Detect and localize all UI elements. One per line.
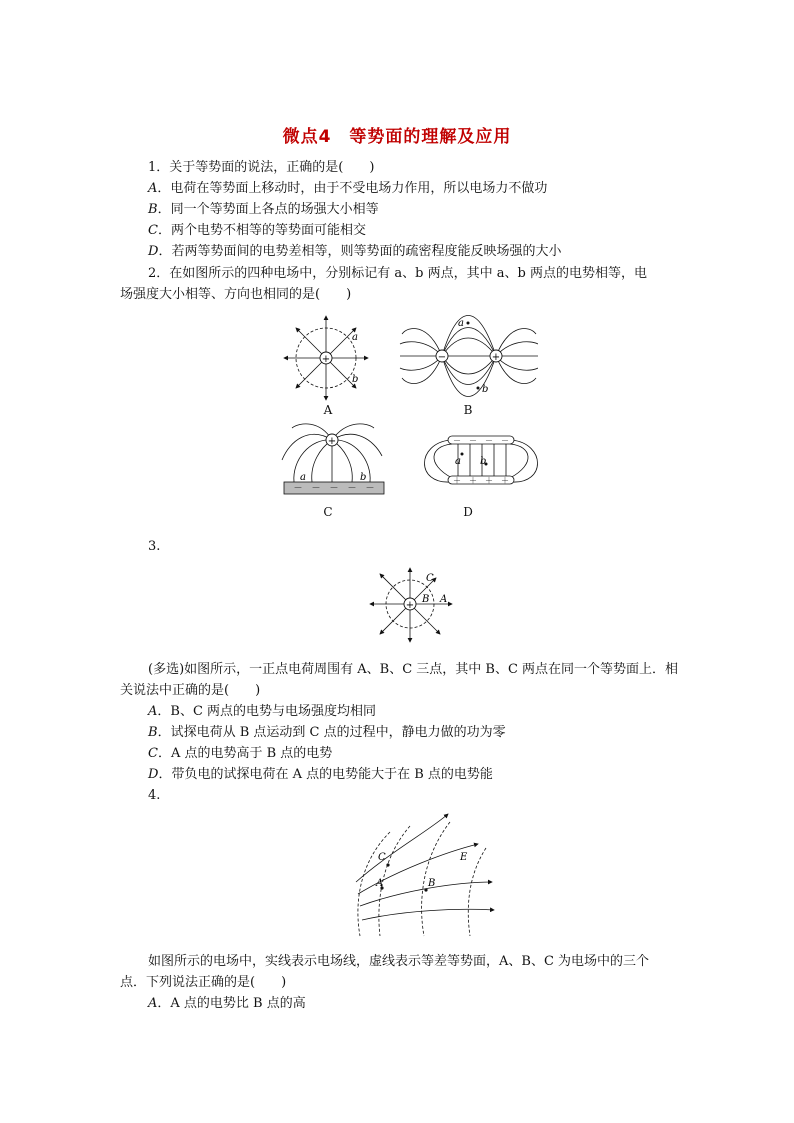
option-letter: B (148, 725, 158, 740)
q4-stem-line2: 点．下列说法正确的是( ) (120, 975, 287, 990)
option-text: ．B、C 两点的电势与电场强度均相同 (157, 704, 377, 719)
label-c: C (426, 573, 434, 584)
q4-figure (350, 812, 500, 938)
q4-number: 4. (148, 788, 161, 803)
label-b: b (480, 456, 487, 467)
option-text: ．A 点的电势高于 B 点的电势 (157, 746, 333, 761)
label-c: C (378, 852, 386, 863)
label-b: b (360, 472, 367, 483)
option-letter: C (148, 746, 158, 761)
q1-option-b (148, 200, 379, 220)
q3-option-c (148, 744, 332, 764)
option-letter: B (148, 202, 158, 217)
q4-stem-line1: 如图所示的电场中，实线表示电场线，虚线表示等差等势面，A、B、C 为电场中的三个 (148, 954, 650, 969)
label-a: a (458, 318, 464, 329)
q1-option-d (148, 242, 561, 262)
svg-text:＋ ＋ ＋ ＋: ＋ ＋ ＋ ＋ (453, 476, 509, 485)
q4-option-a (148, 994, 306, 1014)
option-text: ．同一个等势面上各点的场强大小相等 (157, 202, 379, 217)
plus-sign: + (405, 600, 415, 611)
q2-figure-a (282, 312, 374, 404)
q3-stem-line2: 关说法中正确的是( ) (120, 683, 261, 698)
svg-text:－ － － －: － － － － (453, 436, 509, 445)
q3-option-d (148, 765, 493, 785)
plus-sign: + (491, 352, 501, 363)
q3-stem-line1: (多选)如图所示，一正点电荷周围有 A、B、C 三点，其中 B、C 两点在同一个等势面上．相 (148, 662, 679, 677)
option-text: ．若两等势面间的电势差相等，则等势面的疏密程度能反映场强的大小 (158, 244, 562, 259)
q3-figure (366, 566, 454, 646)
option-text: ．A 点的电势比 B 点的高 (157, 996, 306, 1011)
label-b: b (352, 374, 359, 385)
label-a: A (376, 878, 384, 889)
q2-figure-c (280, 420, 390, 500)
option-text: ．两个电势不相等的等势面可能相交 (157, 223, 366, 238)
label-a: a (455, 456, 461, 467)
option-letter: A (148, 996, 158, 1011)
caption-d: D (463, 505, 473, 519)
q3-number: 3. (148, 539, 161, 554)
q3-option-b (148, 723, 506, 743)
q1-stem: 1．关于等势面的说法，正确的是( ) (148, 160, 375, 175)
plus-sign: + (321, 354, 331, 365)
q2-figure-b (398, 312, 538, 404)
option-letter: D (148, 244, 159, 259)
svg-text:－ － － － －: － － － － － (293, 484, 375, 494)
label-b: B (428, 878, 436, 889)
q2-figure-d (422, 424, 542, 500)
plus-sign: + (327, 436, 337, 447)
option-letter: D (148, 767, 159, 782)
q2-stem-line1: 2．在如图所示的四种电场中，分别标记有 a、b 两点，其中 a、b 两点的电势相等，电 (148, 266, 647, 281)
q3-option-a (148, 702, 376, 722)
option-letter: A (148, 704, 158, 719)
label-b: B (422, 594, 430, 605)
option-text: ．电荷在等势面上移动时，由于不受电场力作用，所以电场力不做功 (157, 181, 548, 196)
label-a: a (352, 332, 358, 343)
label-a: a (300, 472, 306, 483)
label-e: E (460, 852, 468, 863)
page-title: 微点4 等势面的理解及应用 (282, 127, 512, 147)
q1-option-a (148, 179, 547, 199)
label-a: A (440, 594, 448, 605)
caption-a: A (323, 403, 333, 417)
caption-c: C (323, 505, 333, 519)
minus-sign: − (437, 352, 447, 363)
q1-option-c (148, 221, 366, 241)
option-text: ．带负电的试探电荷在 A 点的电势能大于在 B 点的电势能 (158, 767, 493, 782)
label-b: b (482, 384, 489, 395)
option-text: ．试探电荷从 B 点运动到 C 点的过程中，静电力做的功为零 (157, 725, 506, 740)
option-letter: C (148, 223, 158, 238)
option-letter: A (148, 181, 158, 196)
q2-stem-line2: 场强度大小相等、方向也相同的是( ) (120, 287, 352, 302)
caption-b: B (463, 403, 473, 417)
